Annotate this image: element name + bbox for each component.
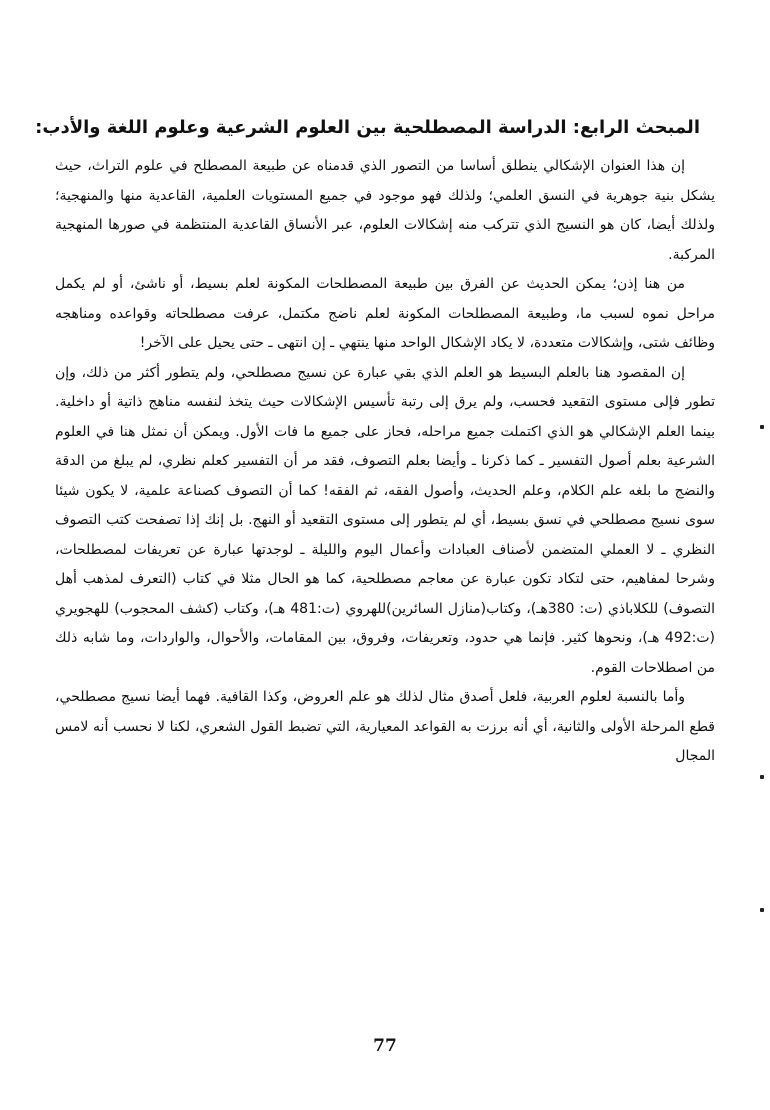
margin-speck [760, 775, 764, 779]
section-heading: المبحث الرابع: الدراسة المصطلحية بين العلوم الشرعية وعلوم اللغة والأدب: [35, 117, 700, 138]
paragraph-2: من هنا إذن؛ يمكن الحديث عن الفرق بين طبيعة المصطلحات المكونة لعلم بسيط، أو ناشئ، أو لم يكمل مراحل نموه لسبب ما، وطبيعة المصطلحات المكونة لعلم ناضج مكتمل، عرفت مصطلحاته وقواعده ومناهجه وظائف شتى، وإشكالات متعددة، لا يكاد الإشكال الواحد منها ينتهي ـ إن انتهى ـ حتى يحيل على الآخر! [55, 276, 715, 351]
margin-speck [760, 908, 764, 912]
page-number: 77 [373, 1036, 397, 1056]
body-text [55, 152, 715, 772]
paragraph-4: وأما بالنسبة لعلوم العربية، فلعل أصدق مثال لذلك هو علم العروض، وكذا القافية. فهما أيضا نسيج مصطلحي، قطع المرحلة الأولى والثانية، أي أنه برزت به القواعد المعيارية، التي تضبط القول الشعري، لكنا لا نحسب أنه لامس المجال [55, 689, 715, 764]
paragraph-3: إن المقصود هنا بالعلم البسيط هو العلم الذي بقي عبارة عن نسيج مصطلحي، ولم يتطور أكثر من ذلك، وإن تطور فإلى مستوى التقعيد فحسب، ولم يرق إلى رتبة تأسيس الإشكالات حيث يتخذ لنفسه مناهج ذاتية أو داخلية. بينما العلم الإشكالي هو الذي اكتملت جميع مراحله، فحاز على جميع ما فات الأول. ويمكن أن نمثل هنا في العلوم الشرعية بعلم أصول التفسير ـ كما ذكرنا ـ وأيضا بعلم التصوف، فقد مر أن التفسير كعلم نظري، لم يبلغ من الدقة والنضج ما بلغه علم الكلام، وعلم الحديث، وأصول الفقه، ثم الفقه! كما أن التصوف كصناعة علمية، لا يكون شيئا سوى نسيج مصطلحي في نسق بسيط، أي لم يتطور إلى مستوى التقعيد أو النهج. بل إنك إذا تصفحت كتب التصوف النظري ـ لا العملي المتضمن لأصناف العبادات وأعمال اليوم والليلة ـ لوجدتها عبارة عن تعريفات لمصطلحات، وشرحا لمفاهيم، حتى لتكاد تكون عبارة عن معاجم مصطلحية، كما هو الحال مثلا في كتاب (التعرف لمذهب أهل التصوف) للكلاباذي (ت: 380هـ)، وكتاب(منازل السائرين)للهروي (ت:481 هـ)، وكتاب (كشف المحجوب) للهجويري (ت:492 هـ)، ونحوها كثير. فإنما هي حدود، وتعريفات، وفروق، بين المقامات، والأحوال، والواردات، وما شابه ذلك من اصطلاحات القوم. [55, 364, 715, 676]
paragraph-1: إن هذا العنوان الإشكالي ينطلق أساسا من التصور الذي قدمناه عن طبيعة المصطلح في علوم التراث، حيث يشكل بنية جوهرية في النسق العلمي؛ ولذلك فهو موجود في جميع المستويات العلمية، القاعدية منها والمنهجية؛ ولذلك أيضا، كان هو النسيج الذي تتركب منه إشكالات العلوم، عبر الأنساق القاعدية المنتظمة في صورها المنهجية المركبة. [55, 158, 715, 263]
margin-speck [760, 425, 764, 429]
